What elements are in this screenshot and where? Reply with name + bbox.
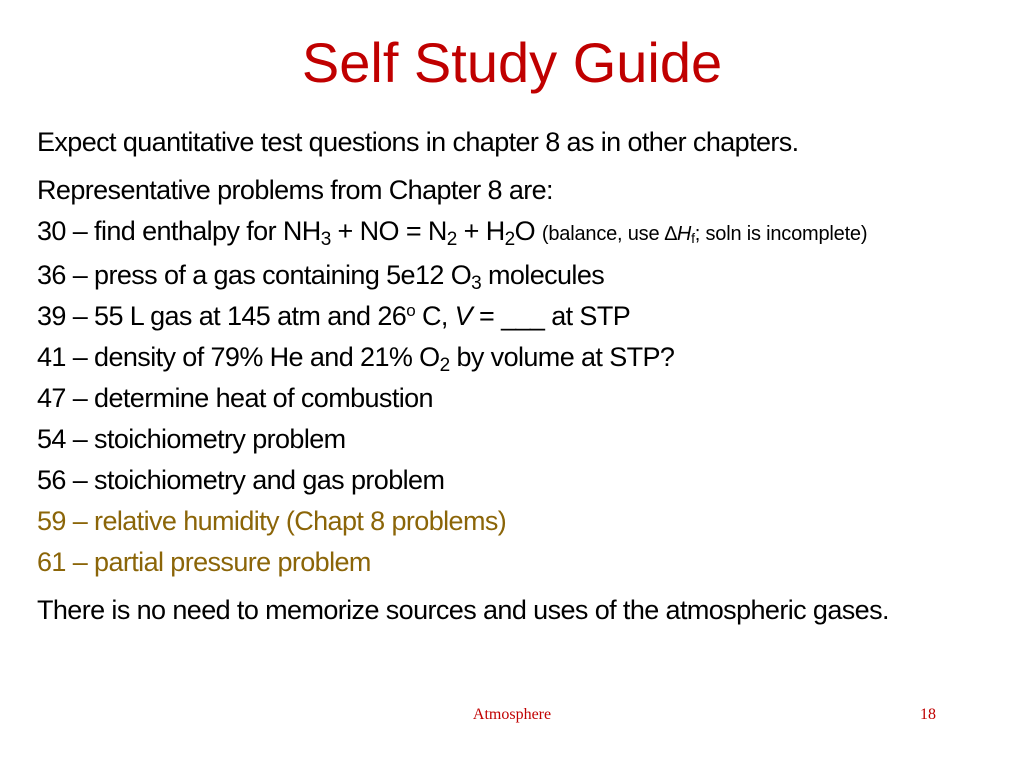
problem-39: [37, 296, 1012, 337]
subscript: f: [691, 230, 695, 246]
problem-41-text: 41 – density of 79% He and 21% O: [37, 342, 440, 372]
problem-41-text: by volume at STP?: [449, 342, 675, 372]
problem-list: [37, 170, 1012, 583]
subscript: 3: [320, 229, 331, 250]
problem-54: 54 – stoichiometry problem: [37, 424, 346, 454]
note-text: ; soln is incomplete): [694, 223, 868, 245]
problem-39-text: = ___ at STP: [472, 301, 631, 331]
problem-56: 56 – stoichiometry and gas problem: [37, 465, 445, 495]
subscript: 2: [439, 355, 450, 376]
problem-36-text: 36 – press of a gas containing 5e12 O: [37, 260, 472, 290]
volume-symbol: V: [454, 301, 473, 331]
problem-36-text: molecules: [481, 260, 605, 290]
problems-heading: Representative problems from Chapter 8 are:: [37, 175, 553, 205]
note-text: (balance, use: [541, 223, 665, 245]
page-number: 18: [920, 706, 936, 723]
problem-36: [37, 255, 1012, 296]
problem-59: 59 – relative humidity (Chapt 8 problems): [37, 506, 507, 536]
problem-47: 47 – determine heat of combustion: [37, 383, 433, 413]
problem-30-text: 30 – find enthalpy for NH: [37, 216, 321, 246]
problem-61: 61 – partial pressure problem: [37, 547, 371, 577]
problem-30-note: [542, 223, 867, 245]
footer-title: Atmosphere: [472, 706, 552, 723]
problem-30-text: + NO = N: [330, 216, 447, 246]
intro-text: Expect quantitative test questions in chapter 8 as in other chapters.: [37, 127, 799, 157]
subscript: 2: [446, 229, 457, 250]
degree-superscript: o: [406, 301, 416, 320]
subscript: 3: [471, 273, 482, 294]
enthalpy-symbol: H: [676, 223, 692, 245]
problem-39-text: 39 – 55 L gas at 145 atm and 26: [37, 301, 407, 331]
delta-symbol: ∆: [664, 223, 677, 245]
slide-body: [37, 122, 1012, 631]
problem-41: [37, 337, 1012, 378]
problem-30: [37, 211, 1012, 255]
problem-30-text: O: [514, 216, 542, 246]
slide-title: Self Study Guide: [301, 31, 723, 94]
problem-39-text: C,: [415, 301, 455, 331]
subscript: 2: [504, 229, 515, 250]
problem-30-text: + H: [456, 216, 505, 246]
closing-text: There is no need to memorize sources and uses of the atmospheric gases.: [37, 595, 889, 625]
